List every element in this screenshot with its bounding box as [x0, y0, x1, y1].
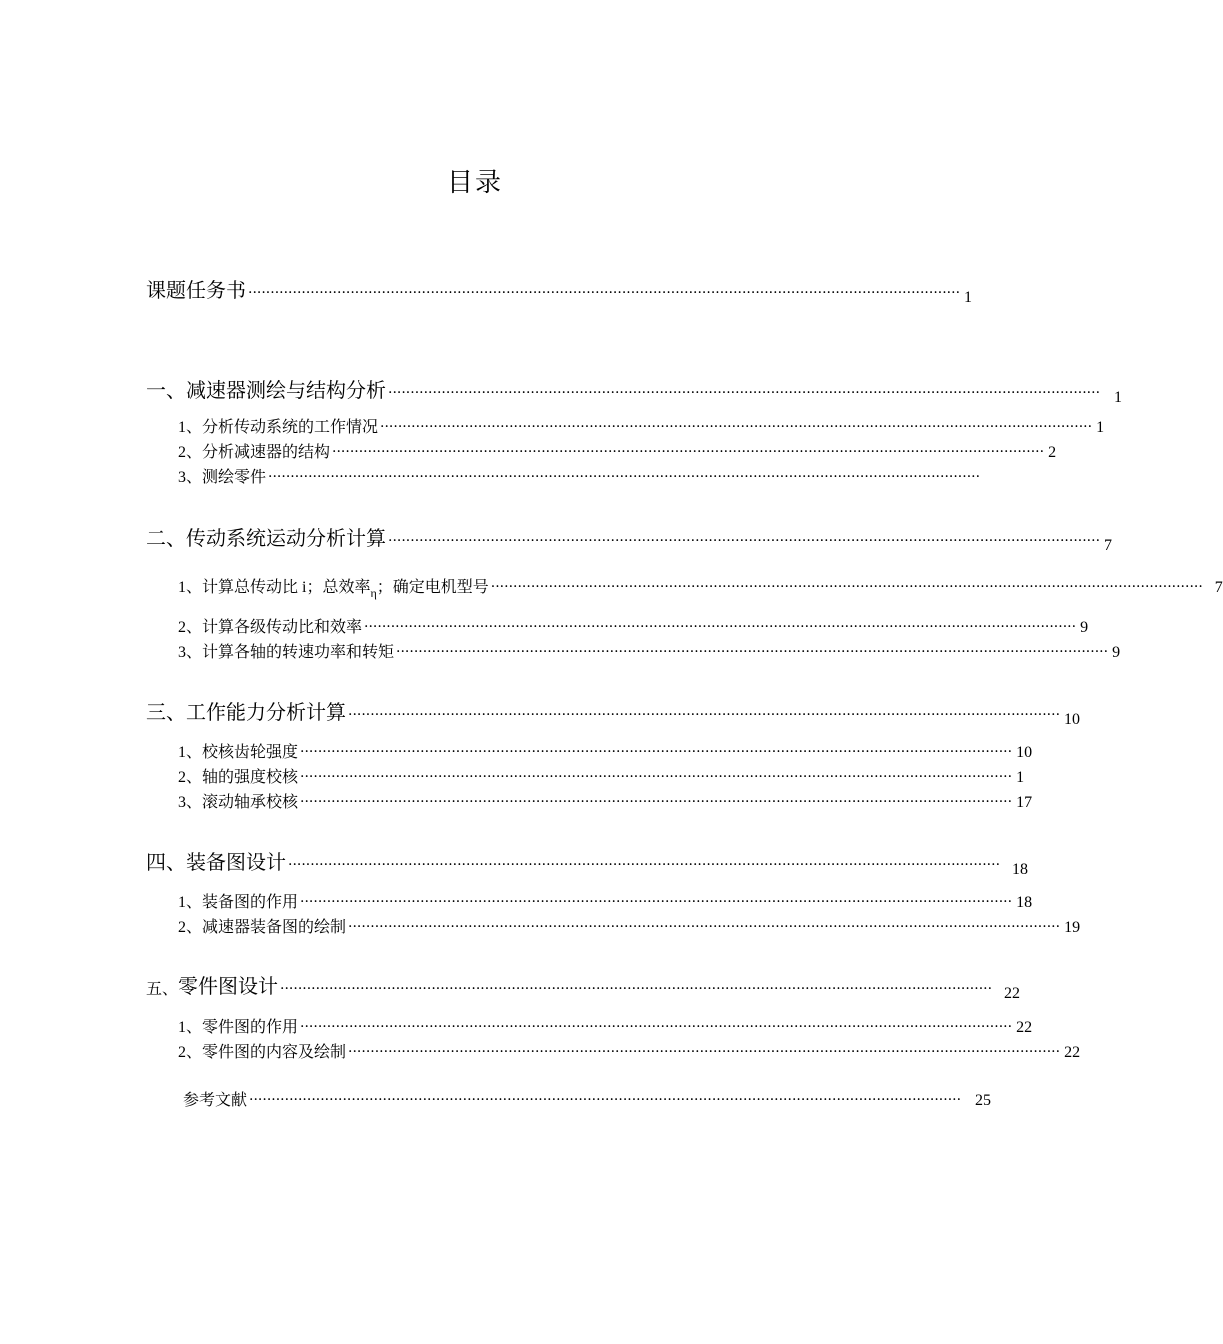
toc-label: 装备图设计	[186, 850, 286, 874]
dot-leader: ································································································································································	[388, 533, 1101, 549]
toc-label: 计算各轴的转速功率和转矩	[202, 644, 395, 661]
toc-page: 1	[964, 289, 973, 306]
item-number: 1、	[178, 744, 203, 761]
toc-page: 1	[1114, 389, 1123, 406]
item-number: 1、	[178, 419, 203, 436]
toc-page: 18	[1012, 861, 1029, 878]
toc-label: 滚动轴承校核	[202, 794, 299, 811]
toc-section-5[interactable]	[146, 970, 1021, 1002]
toc-page: 2	[1048, 444, 1057, 461]
dot-leader: ································································································································································	[300, 1019, 1013, 1035]
toc-page: 22	[1064, 1044, 1081, 1061]
section-number: 四、	[146, 850, 186, 874]
toc-item[interactable]	[178, 739, 1033, 762]
toc-page: 22	[1016, 1019, 1033, 1036]
toc-item[interactable]	[178, 614, 1089, 637]
dot-leader: ································································································································································	[348, 919, 1061, 935]
dot-leader: ································································································································································	[348, 707, 1061, 723]
item-number: 2、	[178, 444, 203, 461]
eta-symbol: η	[370, 586, 377, 600]
toc-page: 19	[1064, 919, 1081, 936]
toc-label: 工作能力分析计算	[186, 700, 346, 724]
section-number: 二、	[146, 526, 186, 550]
item-number: 1、	[178, 1019, 203, 1036]
toc-item[interactable]	[178, 464, 981, 487]
dot-leader: ································································································································································	[300, 744, 1013, 760]
dot-leader: ································································································································································	[288, 857, 1001, 873]
toc-label: 传动系统运动分析计算	[186, 526, 386, 550]
dot-leader: ································································································································································	[248, 285, 961, 301]
dot-leader: ································································································································································	[380, 419, 1093, 435]
dot-leader: ································································································································································	[388, 385, 1101, 401]
item-number: 2、	[178, 769, 203, 786]
toc-page: 7	[1104, 537, 1113, 554]
toc-label: 轴的强度校核	[202, 769, 299, 786]
toc-label-suffix: ；确定电机型号	[376, 579, 489, 596]
toc-label: 参考文献	[183, 1092, 248, 1109]
toc-entry-task-book[interactable]	[146, 274, 973, 306]
dot-leader: ································································································································································	[280, 981, 993, 997]
toc-page: 1	[1096, 419, 1105, 436]
toc-section-1[interactable]	[146, 374, 1123, 406]
toc-item[interactable]	[178, 1039, 1081, 1062]
item-number: 2、	[178, 1044, 203, 1061]
dot-leader: ································································································································································	[332, 444, 1045, 460]
toc-page: 9	[1080, 619, 1089, 636]
toc-label: 零件图的作用	[202, 1019, 299, 1036]
item-number: 1、	[178, 579, 203, 596]
dot-leader: ································································································································································	[300, 894, 1013, 910]
item-number: 1、	[178, 894, 203, 911]
item-number: 3、	[178, 794, 203, 811]
toc-page: 22	[1004, 985, 1021, 1002]
dot-leader: ································································································································································	[490, 579, 1203, 595]
item-number: 3、	[178, 644, 203, 661]
toc-item[interactable]	[178, 439, 1057, 462]
toc-page: 10	[1064, 711, 1081, 728]
dot-leader: ································································································································································	[348, 1044, 1061, 1060]
toc-page: 1	[1016, 769, 1025, 786]
toc-item[interactable]	[178, 1014, 1033, 1037]
toc-item[interactable]	[178, 414, 1105, 437]
toc-label: 测绘零件	[202, 469, 267, 486]
dot-leader: ································································································································································	[364, 619, 1077, 635]
toc-section-3[interactable]	[146, 696, 1081, 728]
page-title: 目录	[446, 168, 503, 198]
toc-page: 10	[1016, 744, 1033, 761]
toc-item[interactable]	[178, 574, 1223, 600]
toc-entry-references[interactable]	[183, 1087, 992, 1110]
dot-leader: ································································································································································	[300, 794, 1013, 810]
toc-page: 9	[1112, 644, 1121, 661]
toc-item[interactable]	[178, 639, 1121, 662]
toc-item[interactable]	[178, 889, 1033, 912]
item-number: 3、	[178, 469, 203, 486]
toc-page: 17	[1016, 794, 1033, 811]
toc-section-4[interactable]	[146, 846, 1029, 878]
dot-leader: ································································································································································	[300, 769, 1013, 785]
toc-label: 校核齿轮强度	[202, 744, 299, 761]
toc-label: 分析减速器的结构	[202, 444, 331, 461]
item-number: 2、	[178, 619, 203, 636]
section-number: 三、	[146, 700, 186, 724]
item-number: 2、	[178, 919, 203, 936]
toc-item[interactable]	[178, 914, 1081, 937]
dot-leader: ································································································································································	[268, 469, 981, 485]
toc-page: 7	[1214, 579, 1223, 596]
section-number: 一、	[146, 378, 186, 402]
toc-label: 零件图设计	[178, 974, 279, 998]
toc-section-2[interactable]	[146, 522, 1113, 554]
toc-label: 课题任务书	[146, 278, 246, 302]
toc-label: 计算总传动比 i；总效率	[202, 579, 371, 596]
toc-page: 25	[975, 1092, 992, 1109]
toc-label: 装备图的作用	[202, 894, 299, 911]
toc-item[interactable]	[178, 789, 1033, 812]
toc-label: 计算各级传动比和效率	[202, 619, 363, 636]
toc-label: 零件图的内容及绘制	[202, 1044, 347, 1061]
dot-leader: ································································································································································	[396, 644, 1109, 660]
section-number: 五、	[146, 979, 179, 998]
toc-page: 18	[1016, 894, 1033, 911]
toc-label: 减速器测绘与结构分析	[186, 378, 386, 402]
toc-label: 分析传动系统的工作情况	[202, 419, 379, 436]
dot-leader: ································································································································································	[249, 1092, 962, 1108]
toc-label: 减速器装备图的绘制	[202, 919, 347, 936]
toc-item[interactable]	[178, 764, 1025, 787]
